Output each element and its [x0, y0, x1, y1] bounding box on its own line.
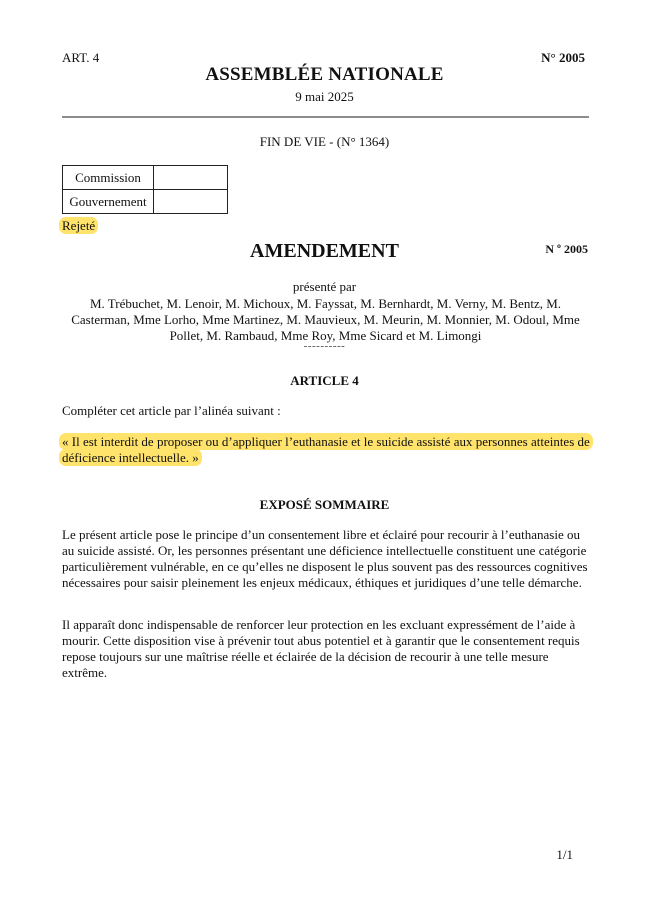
summary-paragraph: Le présent article pose le principe d’un consentement libre et éclairé pour recourir à l’euthanasie ou au suicide assisté. Or, les personnes présentant une déficience intellectuelle constituent une catégorie particulièrement vulnérable, en ce qu’elles ne disposent le plus souvent pas des ressources cognitives nécessaires pour saisir pleinement les enjeux médicaux, éthiques et juridiques d’une telle démarche.: [62, 527, 588, 590]
amendment-quote: « Il est interdit de proposer ou d’appliquer l’euthanasie et le suicide assisté aux personnes atteintes de déficience intellectuelle. »: [59, 433, 593, 466]
assembly-title: ASSEMBLÉE NATIONALE: [205, 64, 444, 85]
table-cell-value: [154, 190, 228, 214]
page-number: 1/1: [556, 847, 573, 862]
article-intro: Compléter cet article par l’alinéa suivant :: [62, 403, 281, 418]
status-table: [62, 165, 228, 214]
table-row: [63, 166, 228, 190]
table-cell-label: Commission: [63, 166, 154, 190]
amendment-text: [59, 434, 599, 466]
article-reference: ART. 4: [62, 50, 100, 65]
amendment-number: N º 2005: [545, 242, 588, 256]
summary-heading: EXPOSÉ SOMMAIRE: [259, 497, 390, 512]
header-divider: [62, 116, 589, 118]
summary-paragraph: Il apparaît donc indispensable de renforcer leur protection en les excluant expressément de l’aide à mourir. Cette disposition vise à prévenir tout abus potentiel et à garantir que le consentement requis repose toujours sur une maîtrise réelle et éclairée de la décision de recourir à une telle mesure extrême.: [62, 617, 580, 680]
amendment-title: AMENDEMENT: [250, 240, 399, 262]
table-cell-label: Gouvernement: [63, 190, 154, 214]
document-date: 9 mai 2025: [295, 89, 354, 104]
status-label: Rejeté: [59, 217, 98, 234]
authors-list: M. Trébuchet, M. Lenoir, M. Michoux, M. Fayssat, M. Bernhardt, M. Verny, M. Bentz, M. Casterman, Mme Lorho, Mme Martinez, M. Mauvieux, M. Meurin, M. Monnier, M. Odoul, Mme Pollet, M. Rambaud, Mme Roy, Mme Sicard et M. Limongi: [71, 296, 580, 343]
presented-by: présenté par: [292, 279, 357, 294]
separator: ----------: [303, 340, 346, 352]
article-heading: ARTICLE 4: [290, 373, 359, 388]
amendment-number-reference: N° 2005: [541, 50, 585, 65]
table-row: [63, 190, 228, 214]
bill-title: FIN DE VIE - (N° 1364): [259, 134, 390, 149]
status-badge: [59, 218, 98, 234]
table-cell-value: [154, 166, 228, 190]
